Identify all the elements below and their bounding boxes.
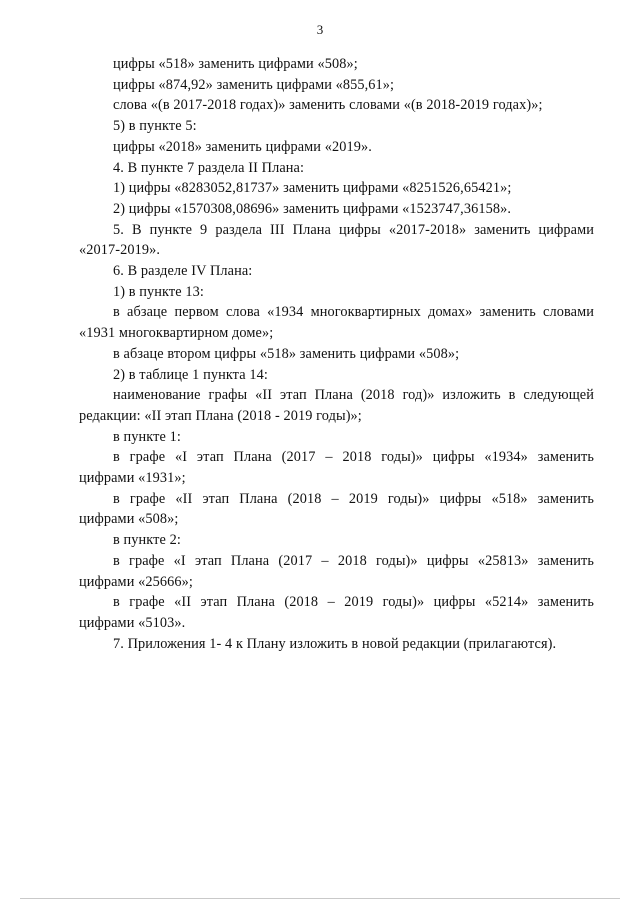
text-line: «1931 многоквартирном доме»; [79, 325, 274, 342]
text-line: 2) в таблице 1 пункта 14: [113, 366, 268, 383]
text-line: цифры «2018» заменить цифрами «2019». [113, 138, 372, 155]
text-line: 7. Приложения 1- 4 к Плану изложить в новой редакции (прилагаются). [113, 635, 557, 652]
text-line: редакции: «II этап Плана (2018 - 2019 годы)»; [79, 407, 362, 424]
text-line: цифры «518» заменить цифрами «508»; [113, 56, 358, 72]
text-line: 4. В пункте 7 раздела II Плана: [113, 159, 305, 176]
text-line: в пункте 2: [113, 532, 181, 549]
text-line: в графе «II этап Плана (2018 – 2019 годы)» цифры «518» заменить [113, 490, 594, 507]
document-body [79, 54, 594, 654]
text-line: цифрами «1931»; [79, 470, 186, 487]
text-line: 2) цифры «1570308,08696» заменить цифрами «1523747,36158». [113, 200, 511, 217]
text-line: в графе «I этап Плана (2017 – 2018 годы)» цифры «25813» заменить [113, 552, 594, 569]
text-line: в графе «I этап Плана (2017 – 2018 годы)» цифры «1934» заменить [113, 449, 594, 466]
bottom-edge-line [20, 898, 620, 899]
text-line: 1) цифры «8283052,81737» заменить цифрами «8251526,65421»; [113, 180, 512, 197]
page-number: 3 [316, 22, 324, 37]
text-line: в абзаце втором цифры «518» заменить цифрами «508»; [113, 345, 460, 362]
text-line: цифрами «5103». [79, 614, 186, 631]
text-line: цифрами «508»; [79, 511, 179, 528]
text-line: в графе «II этап Плана (2018 – 2019 годы)» цифры «5214» заменить [113, 594, 594, 611]
text-line: 6. В разделе IV Плана: [113, 263, 253, 280]
text-line: 1) в пункте 13: [113, 283, 204, 300]
text-line: «2017-2019». [79, 242, 161, 259]
text-line: в абзаце первом слова «1934 многоквартирных домах» заменить словами [113, 304, 594, 321]
text-line: наименование графы «II этап Плана (2018 год)» изложить в следующей [113, 387, 594, 404]
text-line: цифрами «25666»; [79, 573, 193, 590]
text-line: 5) в пункте 5: [113, 118, 197, 135]
text-line: слова «(в 2017-2018 годах)» заменить словами «(в 2018-2019 годах)»; [113, 97, 543, 114]
text-line: 5. В пункте 9 раздела III Плана цифры «2017-2018» заменить цифрами [113, 221, 594, 238]
text-line: цифры «874,92» заменить цифрами «855,61»; [113, 76, 395, 93]
text-line: в пункте 1: [113, 428, 181, 445]
